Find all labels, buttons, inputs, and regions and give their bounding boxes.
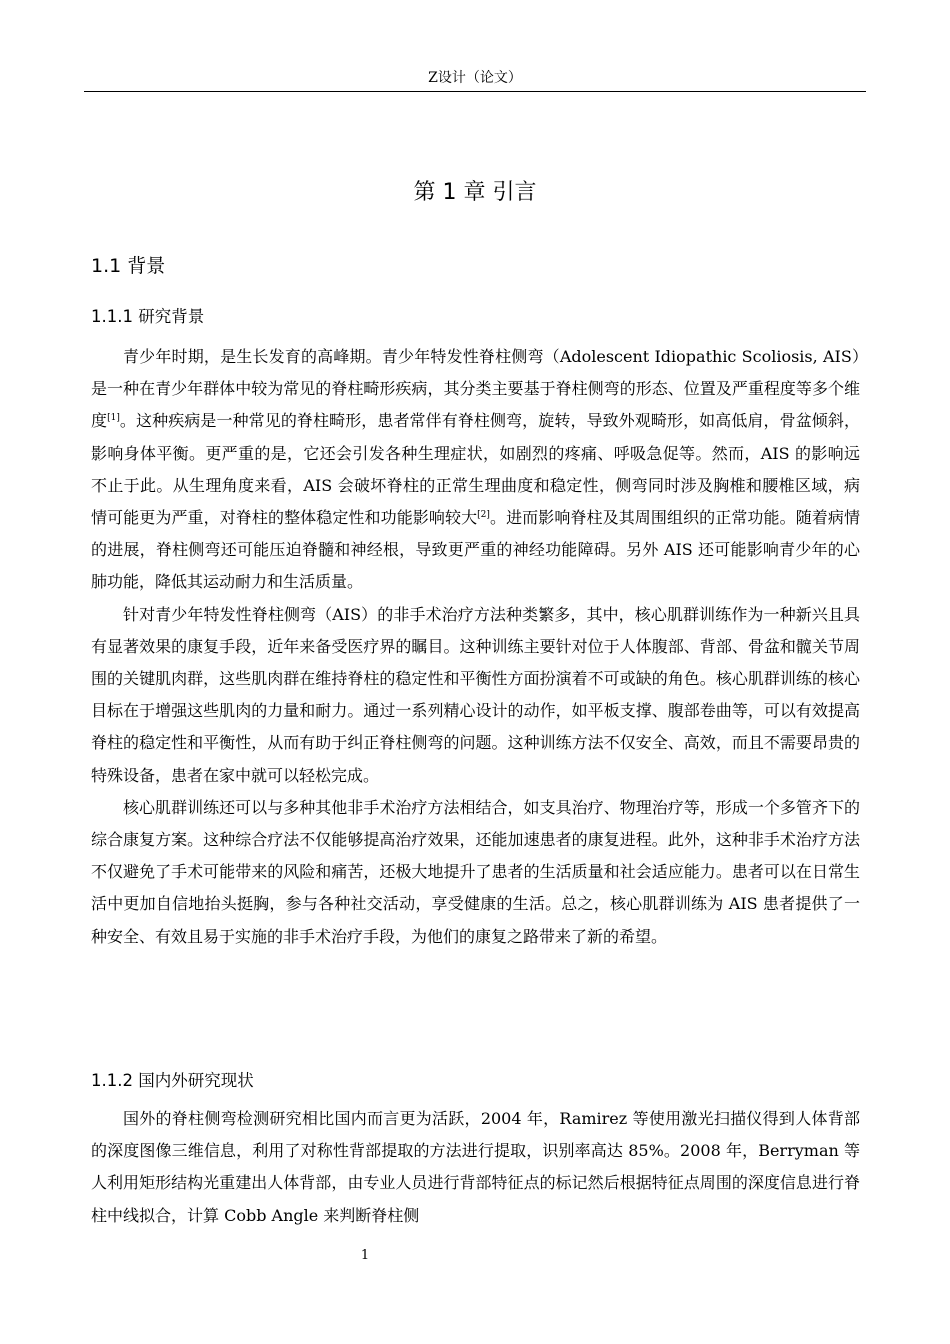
citation-ref[interactable]: [2]	[477, 510, 490, 521]
section-heading-1-1: 1.1 背景	[91, 255, 166, 277]
header-divider	[84, 91, 866, 92]
paragraph-text: 。进而影响脊柱及其周围组织的正常功能。随着病情的进展，脊柱侧弯还可能压迫脊髓和神经根，导致更严重的神经功能障碍。另外 AIS 还可能影响青少年的心肺功能，降低其运动耐力和生活质量。	[91, 508, 860, 592]
paragraph: 国外的脊柱侧弯检测研究相比国内而言更为活跃，2004 年，Ramirez 等使用激光扫描仪得到人体背部的深度图像三维信息，利用了对称性背部提取的方法进行提取，识别率高达 85%。2008 年，Berryman 等人利用矩形结构光重建出人体背部，由专业人员进行背部特征点的标记然后根据特征点周围的深度信息进行脊柱中线拟合，计算 Cobb Angle 来判断脊柱侧	[91, 1109, 860, 1225]
section-1-1-2-body	[91, 1103, 860, 1232]
section-heading-1-1-1: 1.1.1 研究背景	[91, 307, 205, 326]
citation-ref[interactable]: [1]	[107, 413, 120, 424]
paragraph-text: 。这种疾病是一种常见的脊柱畸形，患者常伴有脊柱侧弯，旋转，导致外观畸形，如高低肩，骨盆倾斜，影响身体平衡。更严重的是，它还会引发各种生理症状，如剧烈的疼痛、呼吸急促等。然而，AIS 的影响远不止于此。从生理角度来看，AIS 会破坏脊柱的正常生理曲度和稳定性，侧弯同时涉及胸椎和腰椎区域，病情可能更为严重，对脊柱的整体稳定性和功能影响较大	[91, 411, 860, 528]
page-number: 1	[360, 1248, 370, 1263]
paragraph: 针对青少年特发性脊柱侧弯（AIS）的非手术治疗方法种类繁多，其中，核心肌群训练作为一种新兴且具有显著效果的康复手段，近年来备受医疗界的瞩目。这种训练主要针对位于人体腹部、背部、骨盆和髋关节周围的关键肌肉群，这些肌肉群在维持脊柱的稳定性和平衡性方面扮演着不可或缺的角色。核心肌群训练的核心目标在于增强这些肌肉的力量和耐力。通过一系列精心设计的动作，如平板支撑、腹部卷曲等，可以有效提高脊柱的稳定性和平衡性，从而有助于纠正脊柱侧弯的问题。这种训练方法不仅安全、高效，而且不需要昂贵的特殊设备，患者在家中就可以轻松完成。	[91, 604, 860, 785]
section-1-1-1-body	[91, 341, 860, 953]
paragraph: 核心肌群训练还可以与多种其他非手术治疗方法相结合，如支具治疗、物理治疗等，形成一个多管齐下的综合康复方案。这种综合疗法不仅能够提高治疗效果，还能加速患者的康复进程。此外，这种非手术治疗方法不仅避免了手术可能带来的风险和痛苦，还极大地提升了患者的生活质量和社会适应能力。患者可以在日常生活中更加自信地抬头挺胸，参与各种社交活动，享受健康的生活。总之，核心肌群训练为 AIS 患者提供了一种安全、有效且易于实施的非手术治疗手段，为他们的康复之路带来了新的希望。	[91, 797, 860, 946]
paragraph-text: 青少年时期，是生长发育的高峰期。青少年特发性脊柱侧弯（Adolescent Idiopathic Scoliosis, AIS）是一种在青少年群体中较为常见的脊柱畸形疾病，其分类主要基于脊柱侧弯的形态、位置及严重程度等多个维度	[91, 347, 860, 431]
running-header: Z设计（论文）	[428, 70, 522, 86]
chapter-title: 第 1 章 引言	[413, 180, 537, 205]
paragraph	[91, 341, 860, 599]
section-heading-1-1-2: 1.1.2 国内外研究现状	[91, 1071, 254, 1090]
